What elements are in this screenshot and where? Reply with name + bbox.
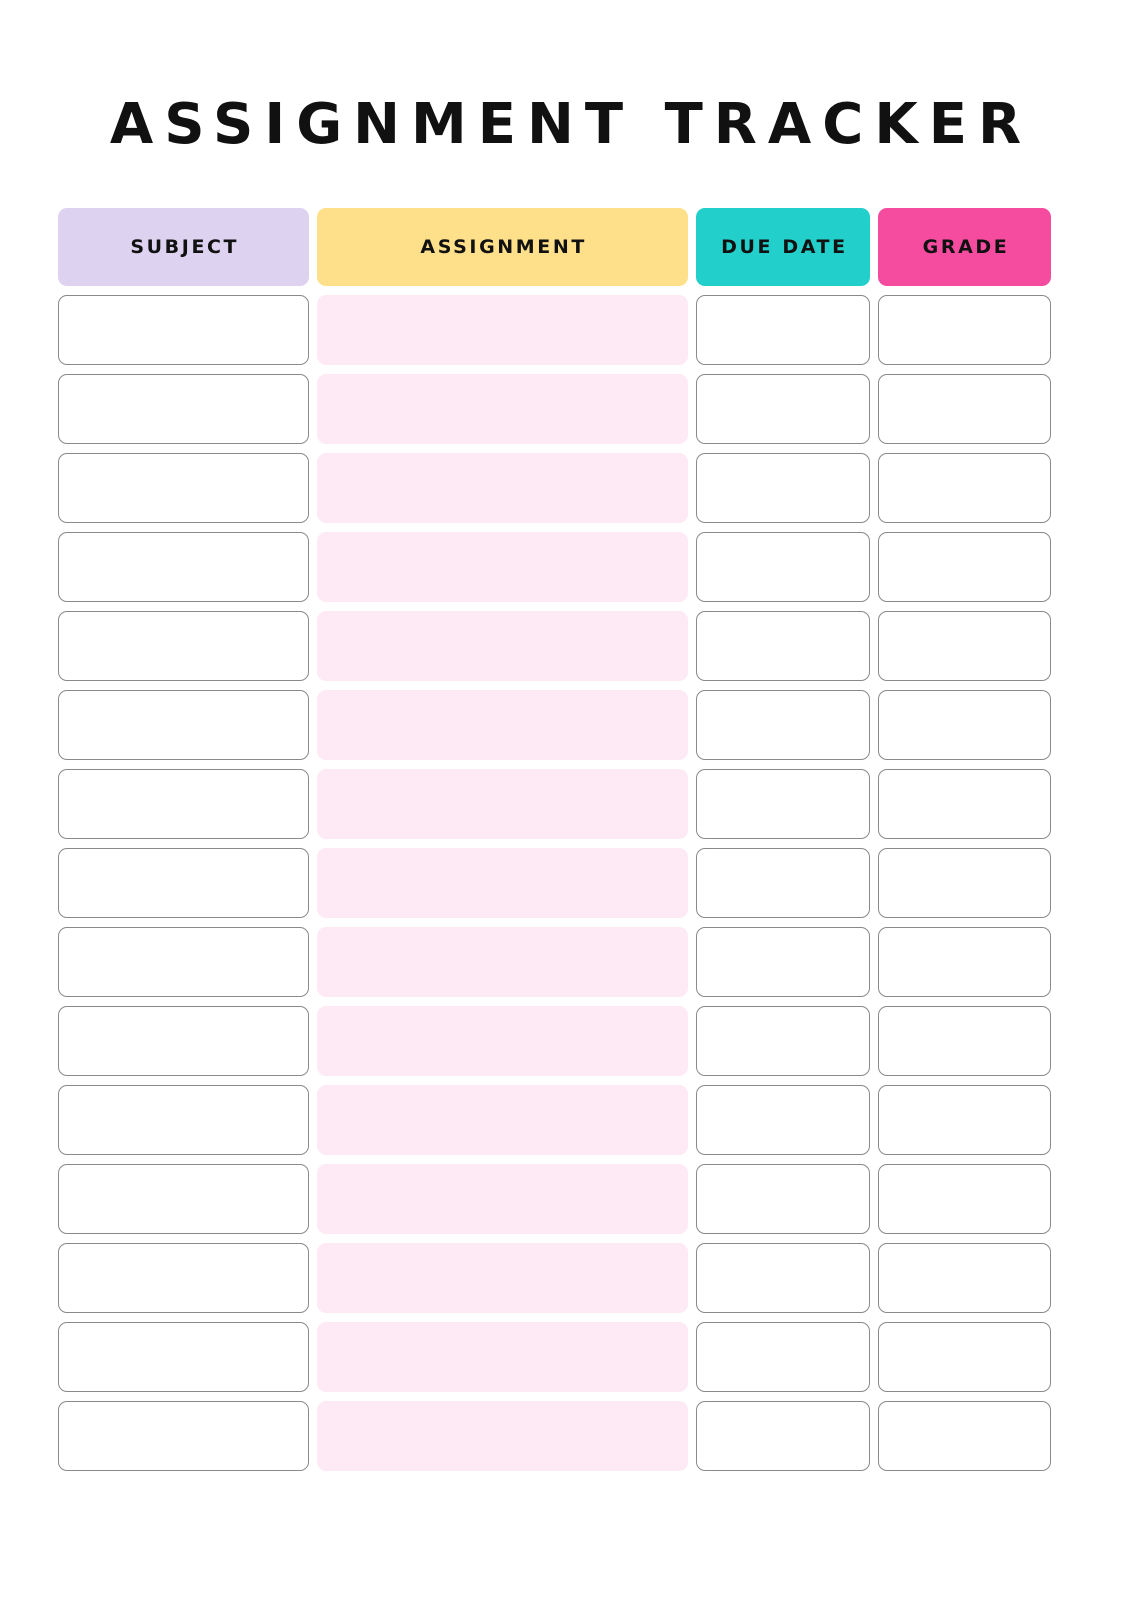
cell-due-date[interactable]: [696, 848, 871, 918]
cell-grade[interactable]: [878, 453, 1051, 523]
cell-assignment[interactable]: [317, 532, 688, 602]
cell-subject[interactable]: [58, 532, 309, 602]
cell-subject[interactable]: [58, 927, 309, 997]
cell-grade[interactable]: [878, 1164, 1051, 1234]
column-header-grade: [878, 208, 1051, 286]
cell-grade[interactable]: [878, 374, 1051, 444]
table-row: [58, 1401, 1051, 1471]
cell-subject[interactable]: [58, 1085, 309, 1155]
cell-grade[interactable]: [878, 1085, 1051, 1155]
table-row: [58, 374, 1051, 444]
cell-subject[interactable]: [58, 1243, 309, 1313]
table-header-row: [58, 208, 1051, 286]
cell-assignment[interactable]: [317, 769, 688, 839]
cell-due-date[interactable]: [696, 295, 871, 365]
cell-grade[interactable]: [878, 1006, 1051, 1076]
cell-subject[interactable]: [58, 1401, 309, 1471]
column-header-subject-label: SUBJECT: [130, 236, 240, 258]
cell-grade[interactable]: [878, 690, 1051, 760]
cell-due-date[interactable]: [696, 690, 871, 760]
column-header-due-date-label: DUE DATE: [721, 236, 848, 258]
table-row: [58, 927, 1051, 997]
cell-due-date[interactable]: [696, 1322, 871, 1392]
cell-subject[interactable]: [58, 848, 309, 918]
table-row: [58, 1164, 1051, 1234]
cell-grade[interactable]: [878, 1243, 1051, 1313]
cell-assignment[interactable]: [317, 927, 688, 997]
table-row: [58, 532, 1051, 602]
table-row: [58, 453, 1051, 523]
tracker-table: [58, 208, 1051, 1480]
cell-due-date[interactable]: [696, 1401, 871, 1471]
cell-grade[interactable]: [878, 532, 1051, 602]
column-header-assignment: [317, 208, 688, 286]
table-body: [58, 295, 1051, 1471]
cell-due-date[interactable]: [696, 769, 871, 839]
cell-subject[interactable]: [58, 611, 309, 681]
cell-assignment[interactable]: [317, 374, 688, 444]
cell-due-date[interactable]: [696, 374, 871, 444]
table-row: [58, 1243, 1051, 1313]
cell-subject[interactable]: [58, 690, 309, 760]
cell-assignment[interactable]: [317, 1085, 688, 1155]
cell-assignment[interactable]: [317, 690, 688, 760]
cell-subject[interactable]: [58, 1164, 309, 1234]
cell-assignment[interactable]: [317, 453, 688, 523]
cell-subject[interactable]: [58, 1006, 309, 1076]
cell-assignment[interactable]: [317, 1401, 688, 1471]
cell-grade[interactable]: [878, 848, 1051, 918]
cell-assignment[interactable]: [317, 1006, 688, 1076]
cell-assignment[interactable]: [317, 1322, 688, 1392]
cell-subject[interactable]: [58, 295, 309, 365]
cell-assignment[interactable]: [317, 1164, 688, 1234]
cell-due-date[interactable]: [696, 1006, 871, 1076]
cell-assignment[interactable]: [317, 1243, 688, 1313]
cell-due-date[interactable]: [696, 1085, 871, 1155]
table-row: [58, 611, 1051, 681]
cell-assignment[interactable]: [317, 848, 688, 918]
cell-subject[interactable]: [58, 374, 309, 444]
cell-grade[interactable]: [878, 611, 1051, 681]
page-title: ASSIGNMENT TRACKER: [109, 92, 1033, 157]
cell-due-date[interactable]: [696, 1243, 871, 1313]
column-header-subject: [58, 208, 309, 286]
table-row: [58, 690, 1051, 760]
cell-grade[interactable]: [878, 295, 1051, 365]
cell-assignment[interactable]: [317, 295, 688, 365]
column-header-due-date: [696, 208, 871, 286]
cell-grade[interactable]: [878, 927, 1051, 997]
table-row: [58, 1322, 1051, 1392]
cell-subject[interactable]: [58, 1322, 309, 1392]
table-row: [58, 1006, 1051, 1076]
cell-grade[interactable]: [878, 1322, 1051, 1392]
cell-due-date[interactable]: [696, 1164, 871, 1234]
cell-due-date[interactable]: [696, 453, 871, 523]
table-row: [58, 848, 1051, 918]
cell-subject[interactable]: [58, 769, 309, 839]
column-header-grade-label: GRADE: [922, 236, 1010, 258]
cell-due-date[interactable]: [696, 927, 871, 997]
table-row: [58, 1085, 1051, 1155]
cell-assignment[interactable]: [317, 611, 688, 681]
cell-grade[interactable]: [878, 769, 1051, 839]
table-row: [58, 295, 1051, 365]
cell-due-date[interactable]: [696, 532, 871, 602]
cell-subject[interactable]: [58, 453, 309, 523]
column-header-assignment-label: ASSIGNMENT: [420, 236, 587, 258]
cell-due-date[interactable]: [696, 611, 871, 681]
table-row: [58, 769, 1051, 839]
cell-grade[interactable]: [878, 1401, 1051, 1471]
